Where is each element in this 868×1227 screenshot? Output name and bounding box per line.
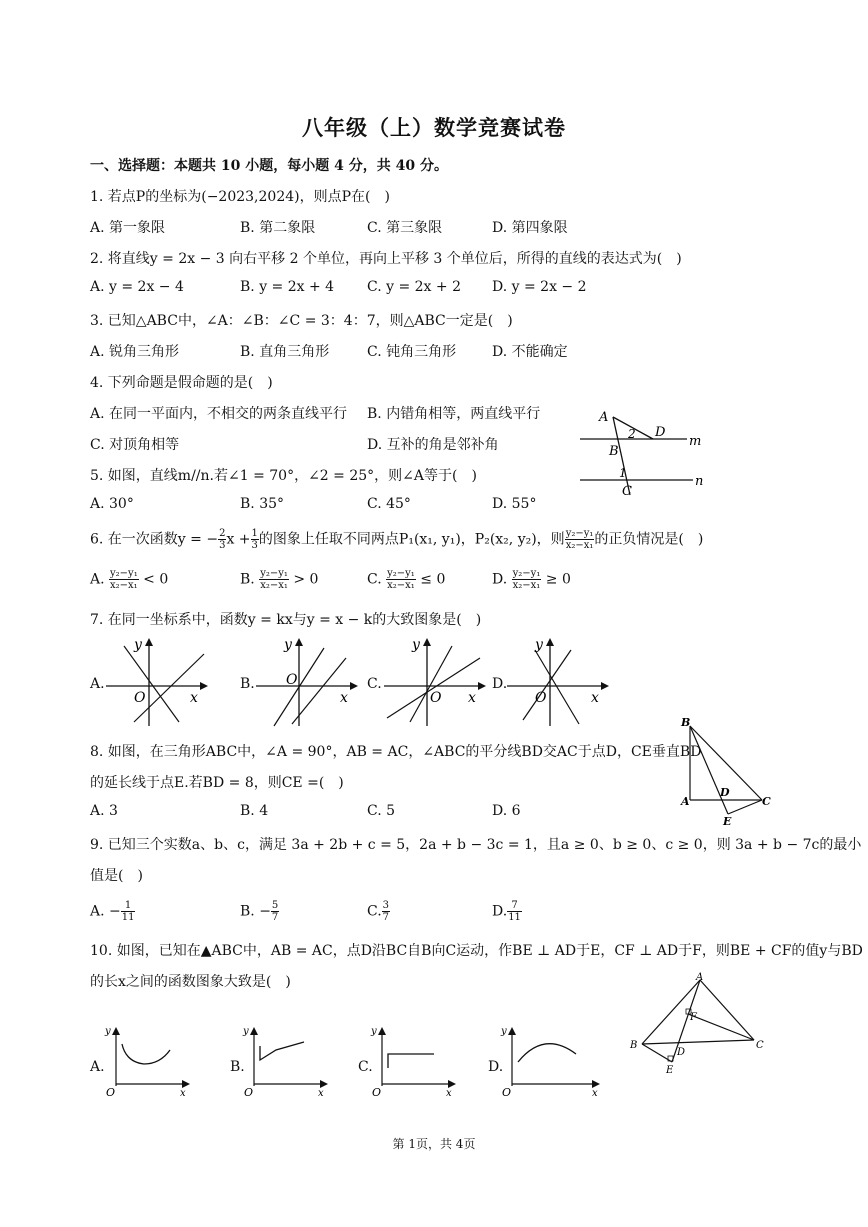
q6-d-fraction: [512, 568, 542, 591]
label-2: 2: [628, 427, 636, 441]
q9-b-fraction: [271, 900, 279, 923]
label-n: n: [695, 474, 704, 489]
q9-a-num: 1: [121, 900, 136, 912]
q4-option-b: B. 内错角相等，两直线平行: [367, 406, 541, 422]
q10-figure: [624, 972, 774, 1076]
q9-a-label: A. −: [90, 903, 121, 920]
q8-option-d: D. 6: [492, 803, 521, 819]
q7-graph-c: [382, 636, 492, 728]
page-title: 八年级（上）数学竞赛试卷: [302, 115, 566, 140]
question-3-stem: 3. 已知△ABC中，∠A：∠B：∠C = 3：4：7，则△ABC一定是( ): [90, 313, 513, 329]
q6-b-den: x₂−x₁: [260, 580, 288, 591]
q7-graph-d: [505, 636, 615, 728]
q10-graph-b: [242, 1024, 332, 1098]
q8-option-b: B. 4: [240, 803, 269, 819]
q9-d-num: 7: [507, 900, 522, 912]
x-label: x: [592, 1088, 598, 1099]
origin-label: O: [430, 690, 442, 706]
q10-option-a: A.: [90, 1059, 105, 1075]
q6-option-d: [492, 568, 571, 591]
label-a: A: [681, 795, 690, 808]
q6-stem-post: 的正负情况是( ): [594, 531, 704, 548]
q6-option-a: [90, 568, 168, 591]
q6-stem-mid: x +: [226, 531, 251, 548]
q6-a-fraction: [109, 568, 139, 591]
q1-option-b: B. 第二象限: [240, 220, 316, 236]
q8-figure: [676, 714, 786, 830]
y-label: y: [134, 637, 142, 653]
label-d: D: [677, 1047, 686, 1058]
q6-d-num: y₂−y₁: [512, 568, 541, 579]
q6-f2-num: 1: [251, 528, 258, 539]
label-m: m: [689, 434, 702, 449]
q6-slope-num: y₂−y₁: [565, 528, 594, 539]
q6-d-rel: ≥ 0: [545, 571, 571, 588]
q7-option-b: B.: [240, 676, 255, 692]
q6-stem-mid2: 的图象上任取不同两点P₁(x₁, y₁)，P₂(x₂, y₂)，则: [258, 531, 565, 548]
q5-option-d: D. 55°: [492, 496, 537, 512]
q9-c-label: C.: [367, 903, 382, 920]
question-8-stem-line2: 的延长线于点E.若BD = 8，则CE =( ): [90, 775, 344, 791]
q6-b-rel: > 0: [293, 571, 319, 588]
q9-c-fraction: [382, 900, 390, 923]
q9-a-den: 11: [121, 912, 135, 923]
label-b: B: [609, 444, 619, 459]
page-footer: 第 1页，共 4页: [392, 1137, 476, 1151]
q4-option-a: A. 在同一平面内，不相交的两条直线平行: [90, 406, 348, 422]
q6-d-den: x₂−x₁: [512, 580, 541, 591]
q9-option-a: [90, 900, 135, 923]
label-e: E: [666, 1065, 674, 1076]
y-label: y: [535, 637, 543, 653]
label-a: A: [696, 972, 704, 983]
q6-c-num: y₂−y₁: [387, 568, 415, 579]
q10-graph-a: [104, 1024, 194, 1098]
q4-option-d: D. 互补的角是邻补角: [367, 437, 499, 453]
q9-c-num: 3: [382, 900, 390, 911]
question-1-stem: 1. 若点P的坐标为(−2023,2024)，则点P在( ): [90, 189, 390, 205]
q10-option-b: B.: [230, 1059, 245, 1075]
q6-d-label: D.: [492, 571, 508, 588]
q7-option-d: D.: [492, 676, 508, 692]
origin-label: O: [106, 1086, 116, 1099]
label-c: C: [762, 795, 771, 808]
question-7-stem: 7. 在同一坐标系中，函数y = kx与y = x − k的大致图象是( ): [90, 612, 482, 628]
origin-label: O: [134, 690, 146, 706]
y-label: y: [105, 1026, 111, 1037]
label-b: B: [681, 716, 691, 729]
label-c: C: [756, 1040, 764, 1051]
label-1: 1: [619, 466, 627, 480]
q7-graph-b: [254, 636, 364, 728]
q7-option-c: C.: [367, 676, 382, 692]
section-heading: 一、选择题：本题共 10 小题，每小题 4 分，共 40 分。: [90, 158, 448, 174]
label-e: E: [723, 815, 732, 828]
q6-c-fraction: [386, 568, 416, 591]
q3-option-c: C. 钝角三角形: [367, 344, 457, 360]
question-6-stem: [90, 528, 703, 551]
question-10-stem-line1: 10. 如图，已知在▲ABC中，AB = AC，点D沿BC自B向C运动，作BE ⊥ AD于E，CF ⊥ AD于F，则BE + CF的值y与BD: [90, 943, 863, 959]
q8-option-a: A. 3: [90, 803, 118, 819]
q10-option-d: D.: [488, 1059, 504, 1075]
q6-c-den: x₂−x₁: [387, 580, 415, 591]
q6-option-c: [367, 568, 445, 591]
q2-option-d: D. y = 2x − 2: [492, 279, 587, 295]
x-label: x: [340, 690, 348, 706]
origin-label: O: [286, 672, 298, 688]
x-label: x: [190, 690, 198, 706]
label-b: B: [630, 1040, 638, 1051]
q6-slope-den: x₂−x₁: [565, 540, 594, 551]
q9-a-fraction: [121, 900, 136, 923]
question-9-stem-line2: 值是( ): [90, 868, 143, 884]
question-4-stem: 4. 下列命题是假命题的是( ): [90, 375, 273, 391]
label-f: F: [690, 1012, 697, 1023]
x-label: x: [318, 1088, 324, 1099]
y-label: y: [412, 637, 420, 653]
origin-label: O: [372, 1086, 382, 1099]
q9-d-den: 11: [508, 912, 521, 923]
q6-b-num: y₂−y₁: [260, 568, 288, 579]
y-label: y: [501, 1026, 507, 1037]
question-9-stem-line1: 9. 已知三个实数a、b、c，满足 3a + 2b + c = 5，2a + b − 3c = 1，且a ≥ 0、b ≥ 0、c ≥ 0，则 3a + b − 7c的最小: [90, 837, 862, 853]
q7-option-a: A.: [90, 676, 105, 692]
q1-option-d: D. 第四象限: [492, 220, 568, 236]
q2-option-c: C. y = 2x + 2: [367, 279, 461, 295]
q6-a-den: x₂−x₁: [110, 580, 138, 591]
q7-graph-a: [104, 636, 214, 728]
q6-c-rel: ≤ 0: [420, 571, 446, 588]
x-label: x: [446, 1088, 452, 1099]
q5-option-c: C. 45°: [367, 496, 411, 512]
q6-f1-den: 3: [219, 540, 226, 551]
x-label: x: [468, 690, 476, 706]
origin-label: O: [502, 1086, 512, 1099]
q9-option-c: [367, 900, 390, 923]
q8-option-c: C. 5: [367, 803, 396, 819]
label-a: A: [599, 410, 609, 425]
q10-graph-c: [370, 1024, 460, 1098]
q6-b-fraction: [259, 568, 289, 591]
q9-d-fraction: [507, 900, 522, 923]
q9-d-label: D.: [492, 903, 508, 920]
q5-figure: [575, 405, 715, 500]
question-8-stem-line1: 8. 如图，在三角形ABC中，∠A = 90°，AB = AC，∠ABC的平分线BD交AC于点D，CE垂直BD: [90, 744, 702, 760]
q6-f1-num: 2: [219, 528, 226, 539]
q3-option-a: A. 锐角三角形: [90, 344, 180, 360]
y-label: y: [243, 1026, 249, 1037]
q9-c-den: 7: [382, 912, 390, 923]
q1-option-a: A. 第一象限: [90, 220, 166, 236]
q6-b-label: B.: [240, 571, 255, 588]
q3-option-d: D. 不能确定: [492, 344, 568, 360]
q6-a-num: y₂−y₁: [110, 568, 138, 579]
q2-option-b: B. y = 2x + 4: [240, 279, 335, 295]
q9-b-den: 7: [271, 912, 279, 923]
q9-b-num: 5: [271, 900, 279, 911]
y-label: y: [371, 1026, 377, 1037]
q1-option-c: C. 第三象限: [367, 220, 443, 236]
origin-label: O: [244, 1086, 254, 1099]
q6-f2-den: 3: [251, 540, 258, 551]
q9-b-label: B. −: [240, 903, 271, 920]
q10-graph-d: [500, 1024, 605, 1098]
q6-a-rel: < 0: [143, 571, 169, 588]
q6-stem-pre: 6. 在一次函数y = −: [90, 531, 219, 548]
label-c: C: [622, 484, 632, 499]
q10-option-c: C.: [358, 1059, 373, 1075]
origin-label: O: [535, 690, 547, 706]
q9-option-b: [240, 900, 279, 923]
q5-option-b: B. 35°: [240, 496, 285, 512]
q6-a-label: A.: [90, 571, 105, 588]
q2-option-a: A. y = 2x − 4: [90, 279, 184, 295]
q9-option-d: [492, 900, 522, 923]
q6-option-b: [240, 568, 318, 591]
y-label: y: [284, 637, 292, 653]
q3-option-b: B. 直角三角形: [240, 344, 330, 360]
q6-fraction-2: [251, 528, 259, 551]
question-2-stem: 2. 将直线y = 2x − 3 向右平移 2 个单位，再向上平移 3 个单位后，所得的直线的表达式为( ): [90, 251, 682, 267]
label-d: D: [720, 786, 730, 799]
label-d: D: [655, 425, 666, 440]
q4-option-c: C. 对顶角相等: [90, 437, 180, 453]
q5-option-a: A. 30°: [90, 496, 134, 512]
q6-c-label: C.: [367, 571, 382, 588]
q6-fraction-slope: [565, 528, 595, 551]
question-5-stem: 5. 如图，直线m//n.若∠1 = 70°，∠2 = 25°，则∠A等于( ): [90, 468, 477, 484]
x-label: x: [591, 690, 599, 706]
x-label: x: [180, 1088, 186, 1099]
question-10-stem-line2: 的长x之间的函数图象大致是( ): [90, 974, 291, 990]
